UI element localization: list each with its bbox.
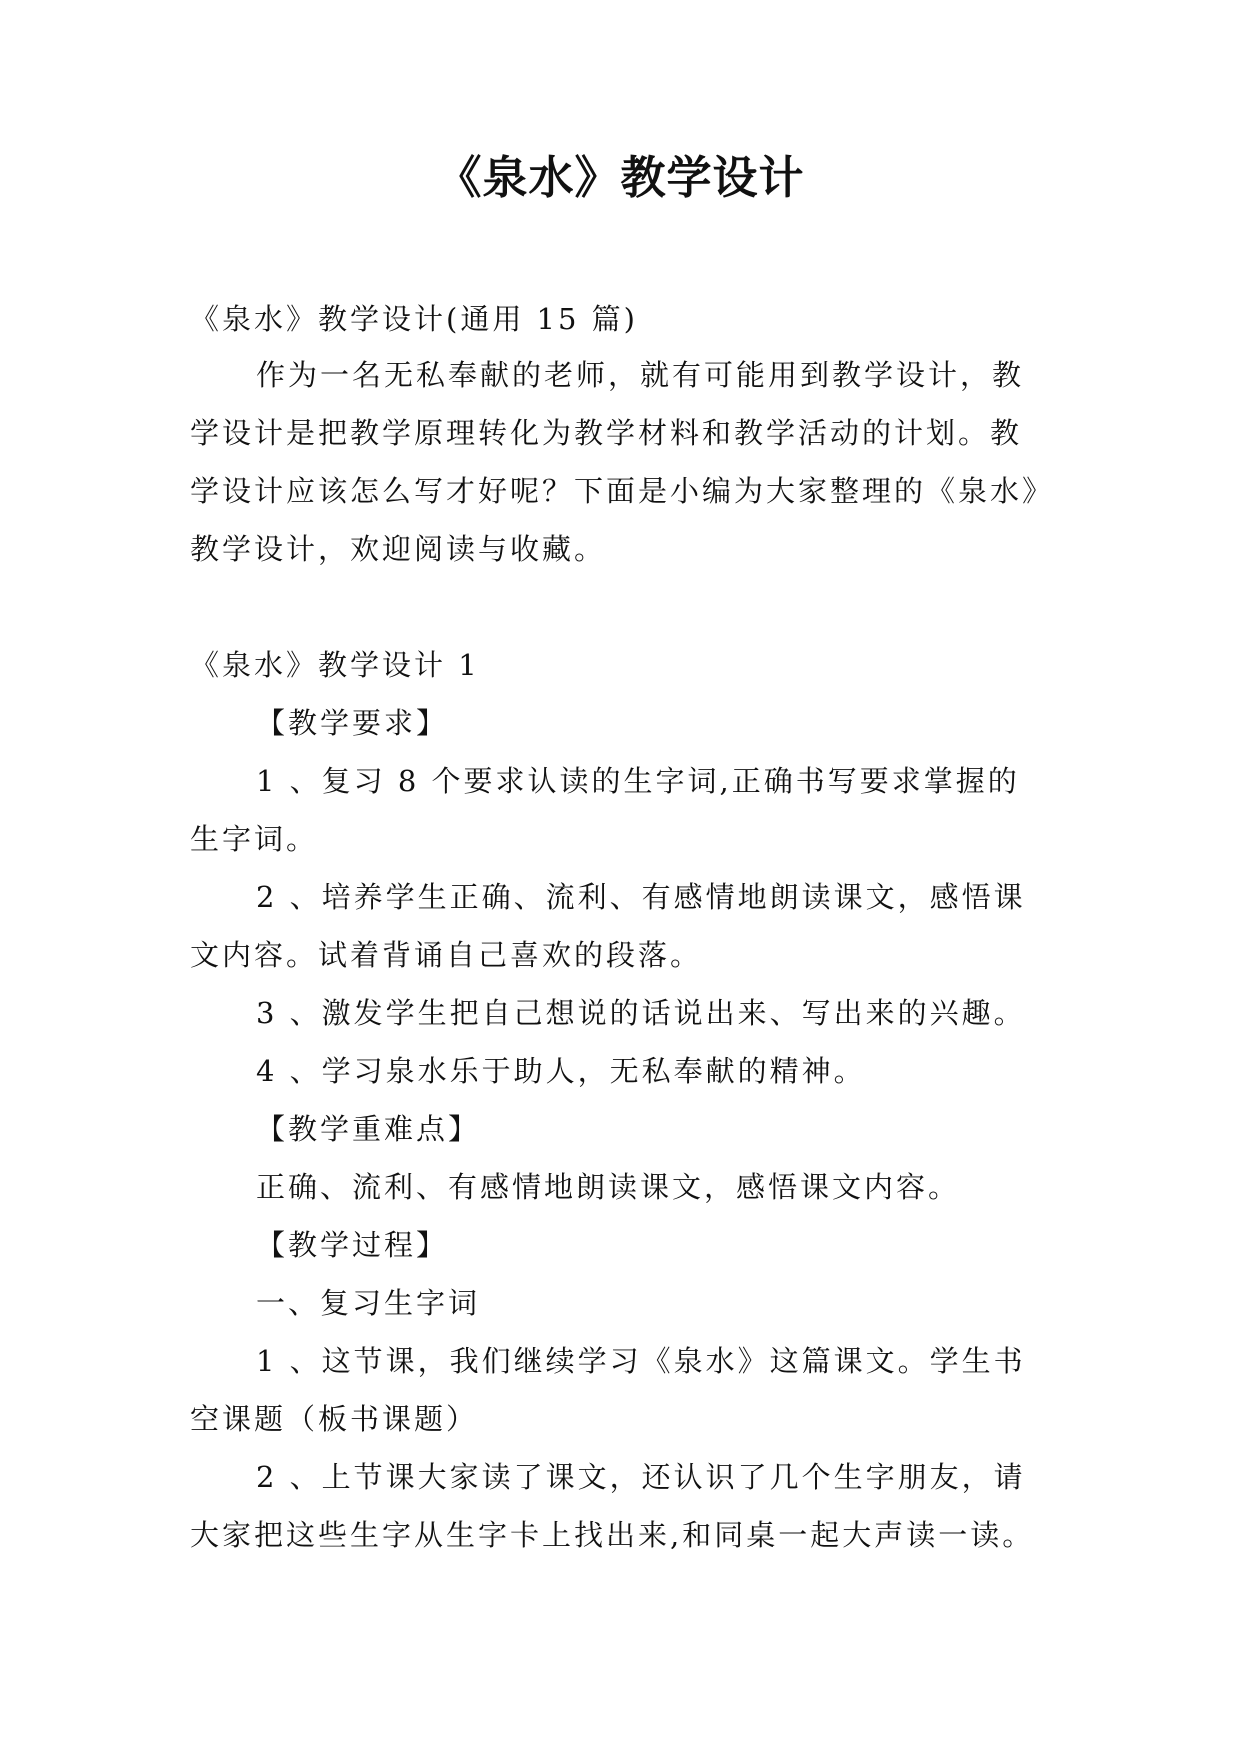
intro-paragraph-line: 学设计应该怎么写才好呢？下面是小编为大家整理的《泉水》	[190, 474, 1055, 508]
process-line: 大家把这些生字从生字卡上找出来,和同桌一起大声读一读。	[190, 1518, 1035, 1552]
requirement-line: 1 、复习 8 个要求认读的生字词,正确书写要求掌握的	[256, 764, 1020, 798]
subsection-heading-key-points: 【教学重难点】	[256, 1112, 481, 1146]
intro-paragraph-line: 作为一名无私奉献的老师，就有可能用到教学设计，教	[256, 358, 1025, 392]
process-step-heading: 一、复习生字词	[256, 1286, 481, 1320]
requirement-line: 生字词。	[190, 822, 319, 856]
process-line: 2 、上节课大家读了课文，还认识了几个生字朋友，请	[256, 1460, 1026, 1494]
process-line: 1 、这节课，我们继续学习《泉水》这篇课文。学生书	[256, 1344, 1026, 1378]
intro-paragraph-line: 教学设计，欢迎阅读与收藏。	[190, 532, 607, 566]
doc-subtitle: 《泉水》教学设计(通用 15 篇)	[190, 302, 638, 336]
subsection-heading-requirements: 【教学要求】	[256, 706, 449, 740]
process-line: 空课题（板书课题）	[190, 1402, 479, 1436]
requirement-line: 文内容。试着背诵自己喜欢的段落。	[190, 938, 703, 972]
subsection-heading-process: 【教学过程】	[256, 1228, 449, 1262]
page-title: 《泉水》教学设计	[436, 151, 805, 204]
intro-paragraph-line: 学设计是把教学原理转化为教学材料和教学活动的计划。教	[190, 416, 1023, 450]
requirement-line: 2 、培养学生正确、流利、有感情地朗读课文，感悟课	[256, 880, 1026, 914]
requirement-line: 4 、学习泉水乐于助人，无私奉献的精神。	[256, 1054, 866, 1088]
section-heading: 《泉水》教学设计 1	[190, 648, 480, 682]
requirement-line: 3 、激发学生把自己想说的话说出来、写出来的兴趣。	[256, 996, 1026, 1030]
key-points-text: 正确、流利、有感情地朗读课文，感悟课文内容。	[256, 1170, 961, 1204]
